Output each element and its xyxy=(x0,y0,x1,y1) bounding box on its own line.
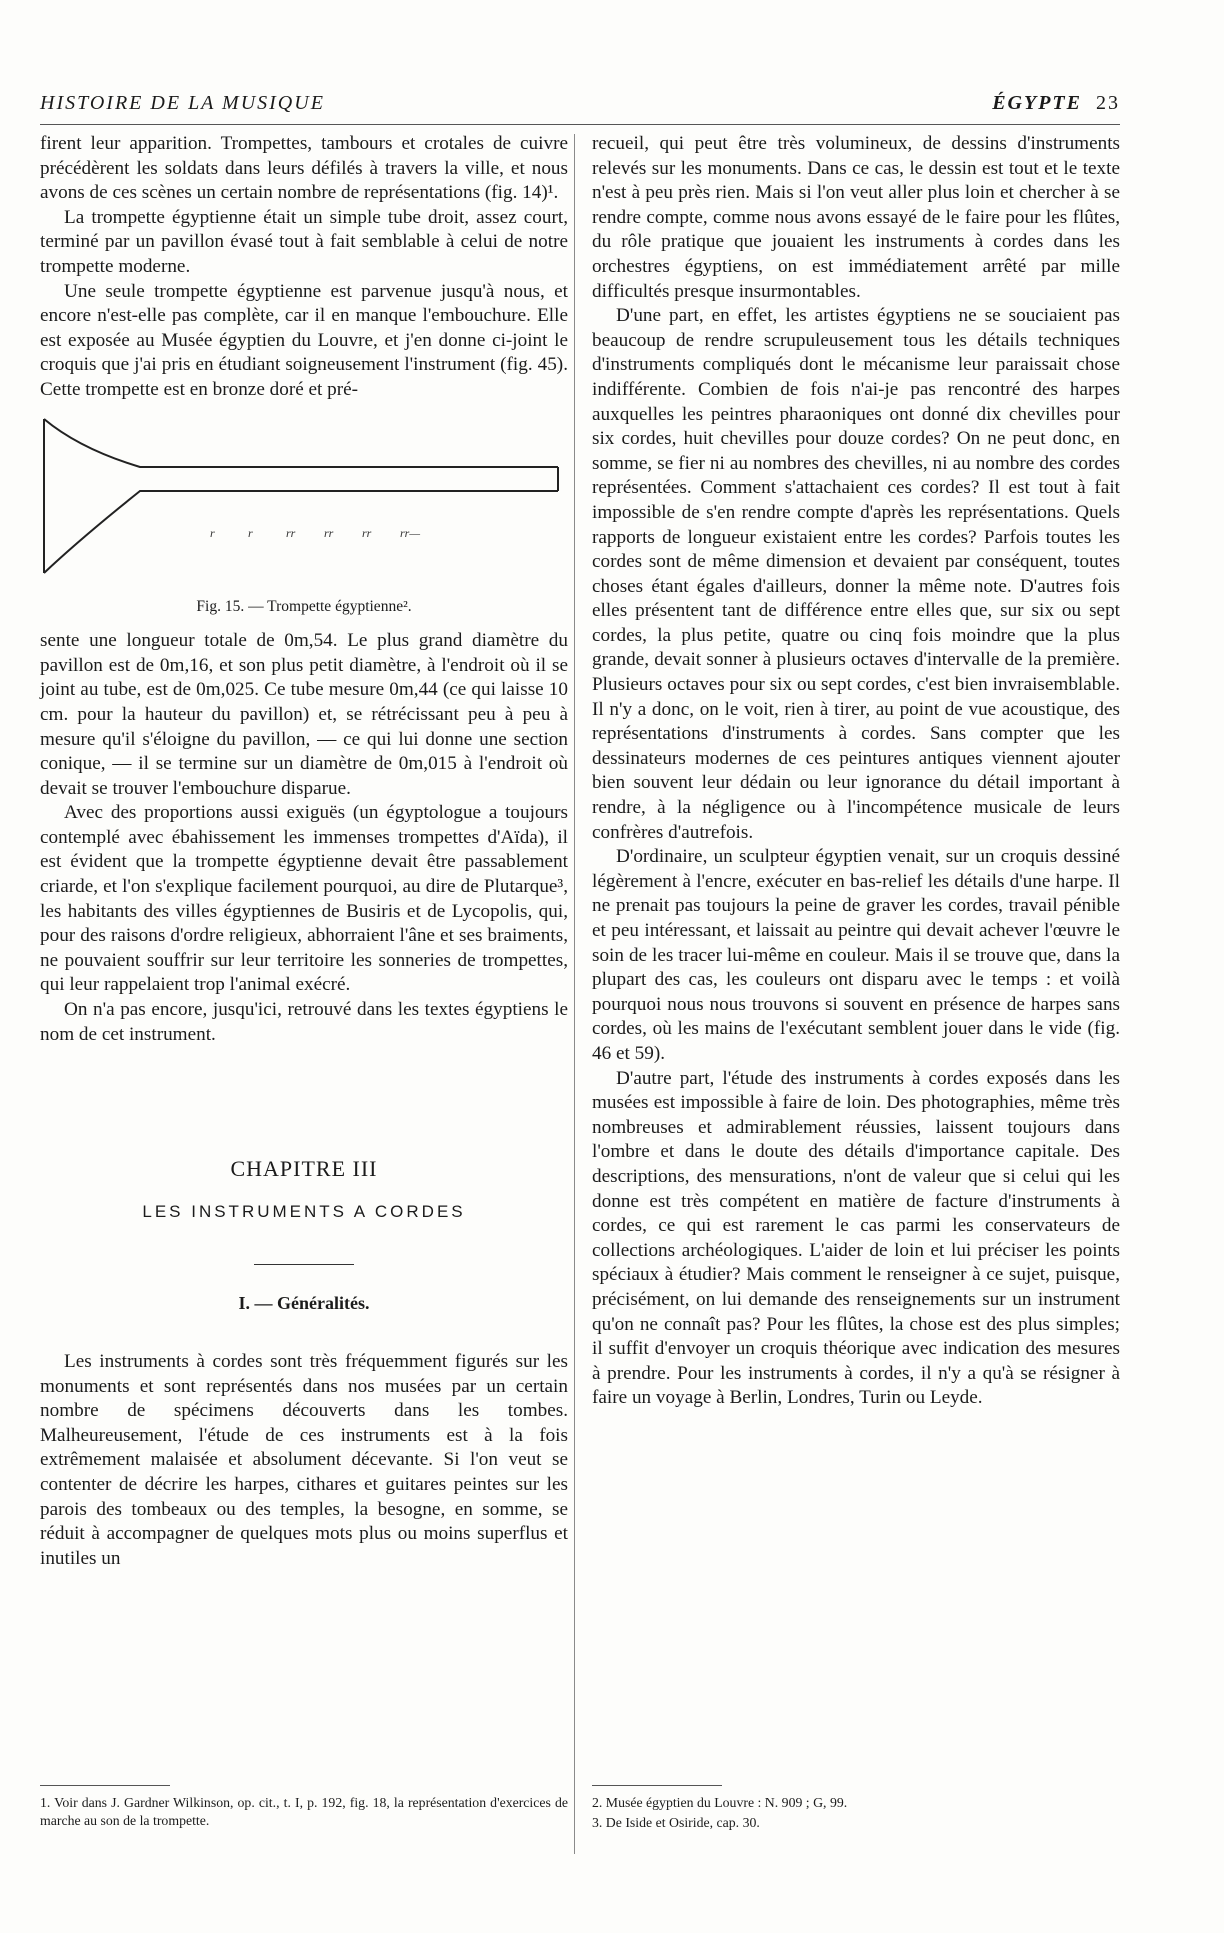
scale-marks xyxy=(210,526,420,540)
footnote-2: 2. Musée égyptien du Louvre : N. 909 ; G, 99. xyxy=(592,1795,848,1810)
footnote-rule-right xyxy=(592,1785,722,1786)
scale-mark: r xyxy=(210,525,215,540)
paragraph: Les instruments à cordes sont très fréquemment figurés sur les monuments et sont représentés dans nos musées par un certain nombre de spécimens découverts dans les tombes. Malheureusement, l'étude de ces instruments est à la fois extrêmement malaisée et absolument décevante. Si l'on veut se contenter de décrire les harpes, cithares et guitares peintes sur les parois des tombeaux ou des temples, la besogne, en somme, se réduit à accompagner de quelques mots plus ou moins superflus et inutiles un xyxy=(40,1351,568,1569)
page-number: 23 xyxy=(1096,92,1120,114)
paragraph: firent leur apparition. Trompettes, tambours et crotales de cuivre précédèrent les soldats dans leurs défilés à travers la ville, et nous avons de ces scènes un certain nombre de représentations (fig. 14)¹. xyxy=(40,133,568,204)
paragraph: Avec des proportions aussi exiguës (un égyptologue a toujours contemplé avec ébahissement les immenses trompettes d'Aïda), il est évident que la trompette égyptienne devait être passablement criarde, et l'on s'explique facilement pourquoi, au dire de Plutarque³, les habitants des villes égyptiennes de Busiris et de Lycopolis, qui, pour des raisons d'ordre religieux, abhorraient l'âne et ses braiments, ne pouvaient souffrir sur leur territoire les sonneries de trompettes, qui leur rappelaient trop l'animal exécré. xyxy=(40,802,568,996)
paragraph: Une seule trompette égyptienne est parvenue jusqu'à nous, et encore n'est-elle pas complète, car il en manque l'embouchure. Elle est exposée au Musée égyptien du Louvre, et j'en donne ci-joint le croquis que j'ai pris en étudiant soigneusement l'instrument (fig. 45). Cette trompette est en bronze doré et pré- xyxy=(40,280,568,400)
chapter-title: LES INSTRUMENTS A CORDES xyxy=(142,1201,466,1221)
footnote-1: 1. Voir dans J. Gardner Wilkinson, op. cit., t. I, p. 192, fig. 18, la représentation d'exercices de marche au son de la trompette. xyxy=(40,1795,568,1828)
paragraph: La trompette égyptienne était un simple tube droit, assez court, terminé par un pavillon évasé tout à fait semblable à celui de notre trompette moderne. xyxy=(40,206,568,277)
paragraph: D'une part, en effet, les artistes égyptiens ne se souciaient pas beaucoup de rendre scrupuleusement tous les détails techniques d'instruments compliqués dont le mécanisme leur paraissait chose indifférente. Combien de fois n'ai-je pas rencontré des harpes auxquelles les peintres pharaoniques ont donné dix chevilles pour six cordes, huit chevilles pour douze cordes? On ne peut donc, en somme, se fier ni au nombres des chevilles, ni au nombre des cordes représentées. Comment s'attachaient ces cordes? Il est tout à fait impossible de s'en rendre compte d'après les représentations. Quels rapports de longueur existaient entre les cordes? Parfois toutes les cordes sont de même dimension et devaient par conséquent, toutes choses étant égales d'ailleurs, donner la même note. D'autres fois elles présentent tant de différence entre elles que, sur six ou sept cordes, la plus petite, quatre ou cinq fois moindre que la plus grande, devait sonner à plusieurs octaves d'intervalle de la première. Plusieurs octaves pour six ou sept cordes, c'est bien invraisemblable. Il n'y a donc, on le voit, rien à tirer, au point de vue acoustique, des représentations d'instruments à cordes. Sans compter que les dessinateurs modernes de ces peintures antiques viennent ajouter bien souvent leur dédain ou leur ignorance du détail important à rendre, à la négligence ou à l'incompétence musicale de leurs confrères d'autrefois. xyxy=(592,305,1120,843)
section-heading: I. — Généralités. xyxy=(238,1293,370,1314)
footnote-rule-left xyxy=(40,1785,170,1786)
chapter-rule xyxy=(254,1264,354,1265)
paragraph: D'ordinaire, un sculpteur égyptien venait, sur un croquis dessiné légèrement à l'encre, exécuter en bas-relief les détails d'une harpe. Il ne prenait pas toujours la peine de graver les cordes, travail pénible et peu intéressant, et laissait au peintre qui devait achever l'œuvre le soin de les tracer lui-même en couleur. Mais il se trouve que, dans la plupart des cas, les couleurs ont disparu avec le temps : et voilà pourquoi nous nous trouvons si souvent en présence de harpes sans cordes, où les mains de l'exécutant semblent jouer dans le vide (fig. 46 et 59). xyxy=(592,846,1120,1064)
running-title: HISTOIRE DE LA MUSIQUE xyxy=(40,92,325,114)
trumpet-drawing xyxy=(40,409,568,589)
trumpet-figure xyxy=(40,409,568,589)
left-column xyxy=(40,132,568,1571)
right-column xyxy=(592,132,1120,1411)
scale-mark: rr xyxy=(362,525,372,540)
footnote-3: 3. De Iside et Osiride, cap. 30. xyxy=(592,1815,760,1830)
chapter-heading: CHAPITRE III xyxy=(230,1156,378,1182)
scale-mark: rr xyxy=(324,525,334,540)
trumpet-lower-edge xyxy=(44,491,558,573)
header-rule xyxy=(40,124,1120,125)
section-title-wrap xyxy=(992,92,1120,115)
running-header xyxy=(40,92,1120,122)
paragraph: On n'a pas encore, jusqu'ici, retrouvé dans les textes égyptiens le nom de cet instrument. xyxy=(40,999,568,1045)
paragraph: recueil, qui peut être très volumineux, de dessins d'instruments relevés sur les monuments. Dans ce cas, le dessin est tout et le texte n'est à peu près rien. Mais si l'on veut aller plus loin et chercher à se rendre compte, comme nous avons essayé de le faire pour les flûtes, du rôle pratique que jouaient les instruments à cordes dans les orchestres égyptiens, on est immédiatement arrêté par mille difficultés presque insurmontables. xyxy=(592,133,1120,302)
scale-mark: rr xyxy=(286,525,296,540)
column-divider xyxy=(574,134,575,1854)
section-title: ÉGYPTE xyxy=(992,92,1082,114)
paragraph: D'autre part, l'étude des instruments à cordes exposés dans les musées est impossible à faire de loin. Des photographies, même très nombreuses et admirablement réussies, laissent toujours dans l'ombre et dans le doute des détails d'importance capitale. Des descriptions, des mensurations, n'ont de valeur que si celui qui les donne est très compétent en matière de facture d'instruments à cordes, ce qui est rarement le cas parmi les conservateurs de collections archéologiques. L'aider de loin et lui préciser les points spéciaux à étudier? Mais comment le renseigner à ce sujet, puisque, précisément, on lui demande des renseignements sur un instrument qu'on ne connaît pas? Pour les flûtes, la chose est des plus simples; il suffit d'envoyer un croquis théorique avec indication des mesures à prendre. Pour les instruments à cordes, il n'y a qu'à se résigner à faire un voyage à Berlin, Londres, Turin ou Leyde. xyxy=(592,1067,1120,1409)
figure-caption: Fig. 15. — Trompette égyptienne². xyxy=(196,597,412,615)
scale-mark: r xyxy=(248,525,253,540)
trumpet-upper-edge xyxy=(44,419,558,467)
paragraph: sente une longueur totale de 0m,54. Le plus grand diamètre du pavillon est de 0m,16, et son plus petit diamètre, à l'endroit où il se joint au tube, est de 0m,025. Ce tube mesure 0m,44 (ce qui laisse 10 cm. pour la hauteur du pavillon) et, se rétrécissant peu à peu à mesure qu'il s'éloigne du pavillon, — ce qui lui donne une section conique, — il se termine sur un diamètre de 0m,015 à l'endroit où devait se trouver l'embouchure disparue. xyxy=(40,630,568,799)
scale-mark: rr— xyxy=(400,525,421,540)
